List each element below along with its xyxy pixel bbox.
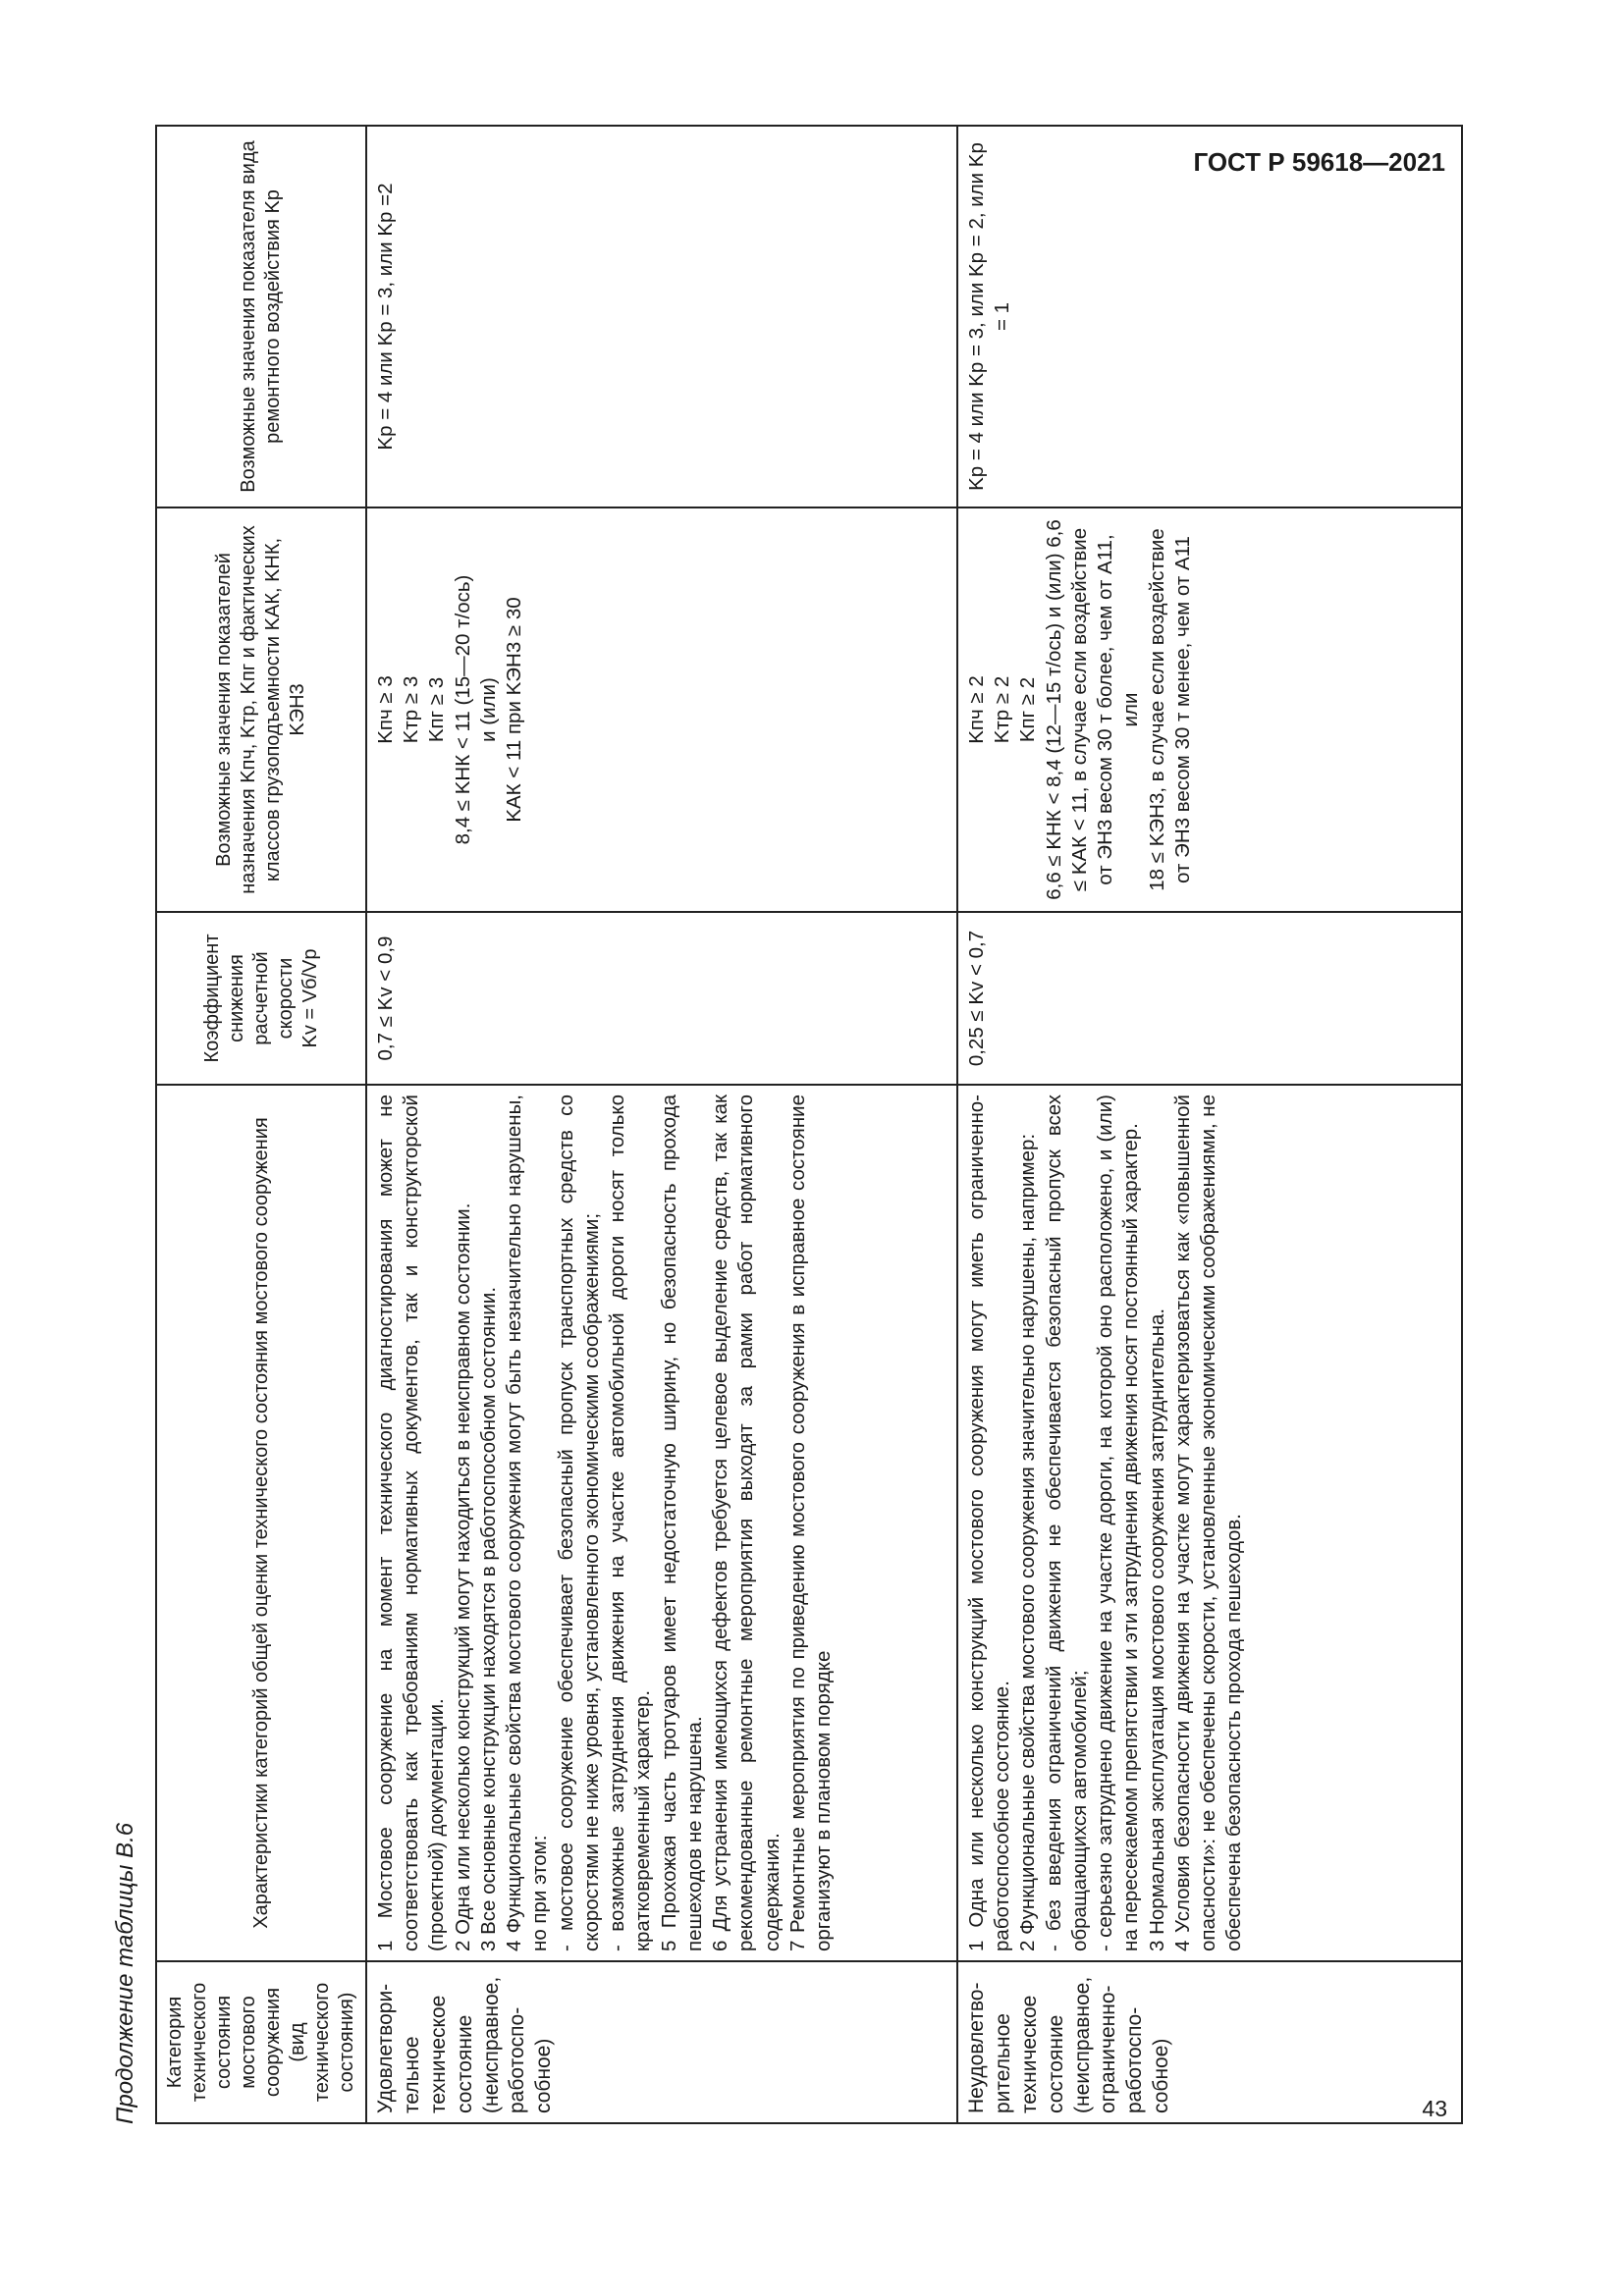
- category-cell: Удовлетвори-тельное техническое состояние (неисправное, работоспо-собное): [366, 1961, 957, 2123]
- col-header-characteristics: Характеристики категорий общей оценки технического состояния мостового сооружения: [156, 1085, 366, 1961]
- class-value: Kпч ≥ 3: [374, 675, 397, 744]
- class-value: Kпч ≥ 2: [965, 675, 988, 744]
- condition-table: [155, 125, 1463, 2124]
- col-header-kv: [156, 912, 366, 1085]
- rotated-table-area: [104, 127, 1445, 2124]
- class-value: Kтр ≥ 2: [991, 675, 1014, 744]
- kp-cell: Kр = 4 или Kр = 3, или Kр = 2, или Kр = 1: [957, 126, 1462, 507]
- table-row: [957, 126, 1462, 2123]
- characteristics-cell: [366, 1085, 957, 1961]
- characteristic-item: - без введения ограничений движения не обеспечивается безопасный пропуск всех обращающихся автомобилей;: [1042, 1095, 1091, 1951]
- characteristics-cell: [957, 1085, 1462, 1961]
- characteristic-item: - возможные затруднения движения на участке автомобильной дороги носят только кратковременный характер.: [606, 1095, 655, 1951]
- standard-code: ГОСТ Р 59618—2021: [1193, 147, 1445, 177]
- class-value: 18 ≤ KЭН3, в случае если воздействие от ЭН3 весом 30 т менее, чем от А11: [1145, 528, 1194, 891]
- characteristic-item: 2 Одна или несколько конструкций могут находиться в неисправном состоянии.: [451, 1202, 474, 1951]
- characteristic-item: 4 Условия безопасности движения на участке могут характеризоваться как «повышенной опасности»: не обеспечены скорости, установленные экономическими соображениями, не обеспечена безопасность прохода пешеходов.: [1170, 1095, 1246, 1951]
- characteristic-item: 3 Нормальная эксплуатация мостового сооружения затруднительна.: [1145, 1308, 1168, 1951]
- kv-cell: 0,25 ≤ Kv < 0,7: [957, 912, 1462, 1085]
- characteristic-item: 2 Функциональные свойства мостового сооружения значительно нарушены, например:: [1016, 1133, 1040, 1951]
- characteristic-item: 3 Все основные конструкции находятся в работоспособном состоянии.: [476, 1286, 500, 1951]
- class-value: Kпг ≥ 3: [425, 676, 449, 743]
- col-header-kv-text: Коэффициент снижения расчетной скорости: [200, 934, 297, 1063]
- class-value: 8,4 ≤ KНК < 11 (15—20 т/ось): [451, 574, 474, 845]
- class-value: KАК < 11 при KЭН3 ≥ 30: [503, 597, 526, 823]
- table-caption: Продолжение таблицы В.6: [112, 1822, 138, 2124]
- col-header-classes: Возможные значения показателей назначения Kпч, Kтр, Kпг и фактических классов грузоподъемности KАК, KНК, KЭН3: [156, 507, 366, 912]
- kv-cell: 0,7 ≤ Kv < 0,9: [366, 912, 957, 1085]
- characteristic-item: 4 Функциональные свойства мостового сооружения могут быть незначительно нарушены, но при этом:: [503, 1095, 552, 1951]
- class-value: и (или): [476, 677, 500, 742]
- characteristic-item: 7 Ремонтные мероприятия по приведению мостового сооружения в исправное состояние организуют в плановом порядке: [785, 1095, 835, 1951]
- col-header-category: Категория технического состояния мостового сооружения (вид технического состояния): [156, 1961, 366, 2123]
- characteristic-item: - серьезно затруднено движение на участке дороги, на которой оно расположено, и (или) на пересекаемом препятствии и эти затруднения движения носят постоянный характер.: [1094, 1095, 1143, 1951]
- col-header-kp: Возможные значения показателя вида ремонтного воздействия Kр: [156, 126, 366, 507]
- page-number: 43: [1422, 2096, 1447, 2121]
- header-row: [156, 126, 366, 2123]
- col-header-kv-formula: Kv = Vб/Vр: [298, 948, 321, 1048]
- table-row: [366, 126, 957, 2123]
- kp-cell: Kр = 4 или Kр = 3, или Kр =2: [366, 126, 957, 507]
- classes-cell: [366, 507, 957, 912]
- category-cell: Неудовлетво-рительное техническое состояние (неисправное, ограниченно-работоспо-собное): [957, 1961, 1462, 2123]
- characteristic-item: 1 Мостовое сооружение на момент технического диагностирования может не соответствовать как требованиям нормативных документов, так и конструкторской (проектной) документации.: [374, 1095, 449, 1951]
- classes-cell: [957, 507, 1462, 912]
- characteristic-item: 5 Прохожая часть тротуаров имеет недостаточную ширину, но безопасность прохода пешеходов не нарушена.: [657, 1095, 706, 1951]
- class-value: 6,6 ≤ KНК < 8,4 (12—15 т/ось) и (или) 6,6 ≤ KАК < 11, в случае если воздействие от ЭН3 весом 30 т более, чем от А11, или: [1042, 519, 1143, 900]
- class-value: Kтр ≥ 3: [400, 675, 423, 744]
- characteristic-item: 6 Для устранения имеющихся дефектов требуется целевое выделение средств, так как рекомендованные ремонтные мероприятия выходят за рамки работ нормативного содержания.: [709, 1095, 784, 1951]
- class-value: Kпг ≥ 2: [1016, 676, 1040, 743]
- characteristic-item: - мостовое сооружение обеспечивает безопасный пропуск транспортных средств со скоростями не ниже уровня, установленного экономическими соображениями;: [554, 1095, 603, 1951]
- characteristic-item: 1 Одна или несколько конструкций мостового сооружения могут иметь ограниченно-работоспособное состояние.: [965, 1095, 1014, 1951]
